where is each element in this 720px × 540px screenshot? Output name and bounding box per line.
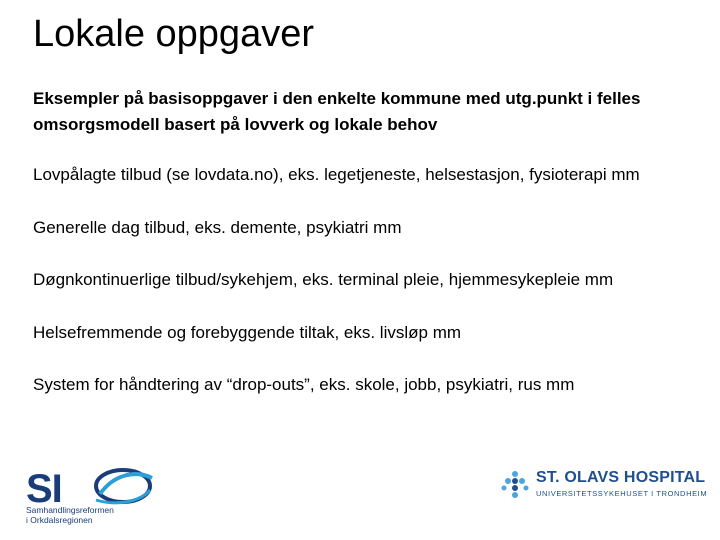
st-olavs-subtitle: UNIVERSITETSSYKEHUSET I TRONDHEIM	[536, 489, 708, 498]
list-item: Lovpålagte tilbud (se lovdata.no), eks. legetjeneste, helsestasjon, fysioterapi mm	[33, 165, 640, 184]
list-item: System for håndtering av “drop-outs”, eks. skole, jobb, psykiatri, rus mm	[33, 375, 575, 394]
st-olavs-name: ST. OLAVS HOSPITAL	[536, 469, 706, 486]
sio-logo	[24, 464, 156, 528]
sio-logo-mark	[24, 464, 156, 508]
svg-text:SI: SI	[26, 467, 62, 508]
list-item: Døgnkontinuerlige tilbud/sykehjem, eks. terminal pleie, hjemmesykepleie mm	[33, 270, 614, 289]
list-item: Helsefremmende og forebyggende tiltak, eks. livsløp mm	[33, 322, 462, 342]
list-item: Generelle dag tilbud, eks. demente, psykiatri mm	[33, 217, 402, 237]
sio-logo-subtitle: Samhandlingsreformen i Orkdalsregionen	[26, 505, 114, 525]
intro-text: Eksempler på basisoppgaver i den enkelte kommune med utg.punkt i felles omsorgsmodell basert på lovverk og lokale behov	[33, 89, 641, 134]
st-olavs-logo	[500, 466, 708, 502]
cross-dots-icon	[500, 470, 530, 498]
task-list	[33, 162, 703, 425]
page-title: Lokale oppgaver	[33, 13, 314, 55]
